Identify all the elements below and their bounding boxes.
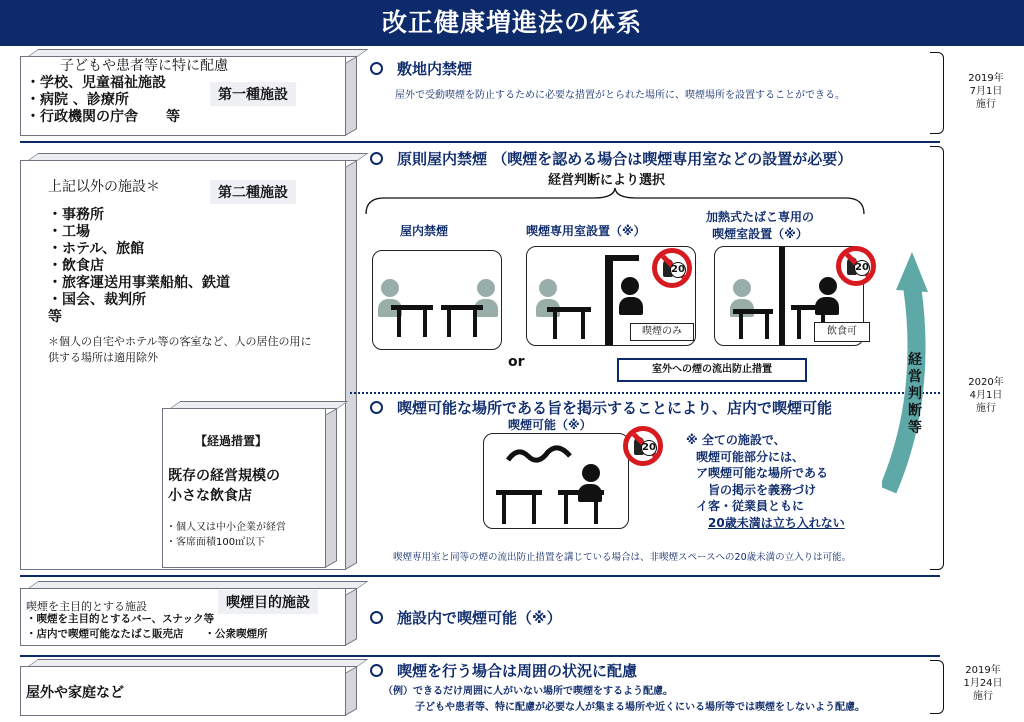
category4-desc: （例）できるだけ周囲に人がいない場所で喫煙をするよう配慮。 子どもや患者等、特に配慮が必要な人が集まる場所や近くにいる場所等では喫煙をしないよう配慮。 [383, 686, 865, 713]
category2-item: 等 [48, 309, 62, 325]
callout-smoke-only: 喫煙のみ [630, 323, 694, 341]
arrow-label: 経営判断等 [908, 352, 922, 436]
category1-items [26, 75, 180, 126]
category4-rule-title: 喫煙を行う場合は周囲の状況に配慮 [370, 660, 637, 681]
category2-item: ・旅客運送用事業船舶、鉄道 [48, 275, 230, 291]
bullet-circle-icon [370, 664, 383, 677]
no-smoking-under20-icon: 20 [623, 426, 663, 466]
category4-date: 2019年 1月24日 施行 [963, 665, 1003, 702]
transitional-title: 【経過措置】 [195, 434, 268, 448]
divider [20, 575, 940, 577]
divider [20, 655, 940, 657]
category1-item: ・行政機関の庁舎 等 [26, 109, 180, 125]
panel2-label: 喫煙専用室設置（※） [526, 224, 646, 238]
panel3-label: 加熱式たばこ専用の 喫煙室設置（※） [706, 210, 815, 241]
category1-rule-title: 敷地内禁煙 [370, 58, 472, 79]
smoking-allowed-illustration [483, 433, 629, 529]
date-bracket [930, 146, 944, 570]
choice-label: 経営判断により選択 [548, 173, 666, 188]
category2-subtitle: 上記以外の施設＊ [48, 179, 160, 195]
category2-date: 2020年 4月1日 施行 [968, 377, 1004, 414]
divider [20, 141, 940, 143]
management-decision-arrow [882, 246, 932, 496]
dotted-divider [350, 392, 940, 394]
category1-tag: 第一種施設 [210, 82, 296, 106]
transitional-panel-label: 喫煙可能（※） [508, 418, 592, 432]
category2-note: ＊個人の自宅やホテル等の客室など、人の居住の用に供する場所は適用除外 [48, 335, 312, 364]
callout-eat-ok: 飲食可 [814, 322, 870, 342]
category1-item: ・病院 、診療所 [26, 92, 129, 108]
panel1-label: 屋内禁煙 [400, 224, 449, 238]
page-title: 改正健康増進法の体系 [0, 0, 1024, 46]
or-label: or [508, 354, 525, 370]
date-bracket [930, 52, 944, 134]
category3-tag: 喫煙目的施設 [218, 590, 318, 614]
no-smoking-under20-icon: 20 [836, 246, 876, 286]
category4-label: 屋外や家庭など [26, 685, 124, 701]
bullet-circle-icon [370, 152, 383, 165]
no-smoking-under20-icon: 20 [652, 248, 692, 288]
date-bracket [930, 660, 944, 714]
category2-item: ・工場 [48, 224, 90, 240]
category3-rule-title: 施設内で喫煙可能（※） [370, 607, 562, 628]
transitional-rule-title: 喫煙可能な場所である旨を掲示することにより、店内で喫煙可能 [370, 397, 832, 418]
bullet-circle-icon [370, 62, 383, 75]
outflow-prevention-box: 室外への煙の流出防止措置 [617, 358, 807, 382]
transitional-footnote: 喫煙専用室と同等の煙の流出防止措置を講じている場合は、非喫煙スペースへの20歳未満の立入りは可能。 [393, 552, 852, 563]
category1-item: ・学校、児童福祉施設 [26, 75, 166, 91]
bullet-circle-icon [370, 611, 383, 624]
category2-item: ・ホテル、旅館 [48, 241, 145, 257]
category2-items [48, 207, 230, 326]
category3-subtitle: 喫煙を主目的とする施設 [26, 600, 147, 613]
transitional-conditions: ・個人又は中小企業が経営 ・客席面積100㎡以下 [166, 522, 286, 548]
category1-rule-desc: 屋外で受動喫煙を防止するために必要な措置がとられた場所に、喫煙場所を設置することができる。 [395, 90, 845, 101]
category2-tag: 第二種施設 [210, 180, 296, 204]
category2-rule-title: 原則屋内禁煙 （喫煙を認める場合は喫煙専用室などの設置が必要） [370, 148, 852, 169]
category1-date: 2019年 7月1日 施行 [968, 73, 1004, 110]
category3-items: ・喫煙を主目的とするバー、スナック等 ・店内で喫煙可能なたばこ販売店 ・公衆喫煙所 [26, 613, 268, 640]
bullet-circle-icon [370, 401, 383, 414]
transitional-notes: ※ 全ての施設で、 喫煙可能部分には、 ア喫煙可能な場所である 旨の掲示を義務づけ イ客・従業員ともに 20歳未満は立ち入れない [686, 433, 845, 530]
panel1-illustration [372, 250, 502, 350]
category2-item: ・飲食店 [48, 258, 104, 274]
category1-subtitle: 子どもや患者等に特に配慮 [60, 58, 228, 74]
category2-item: ・事務所 [48, 207, 104, 223]
transitional-heading: 既存の経営規模の 小さな飲食店 [168, 468, 280, 504]
category2-item: ・国会、裁判所 [48, 292, 146, 308]
